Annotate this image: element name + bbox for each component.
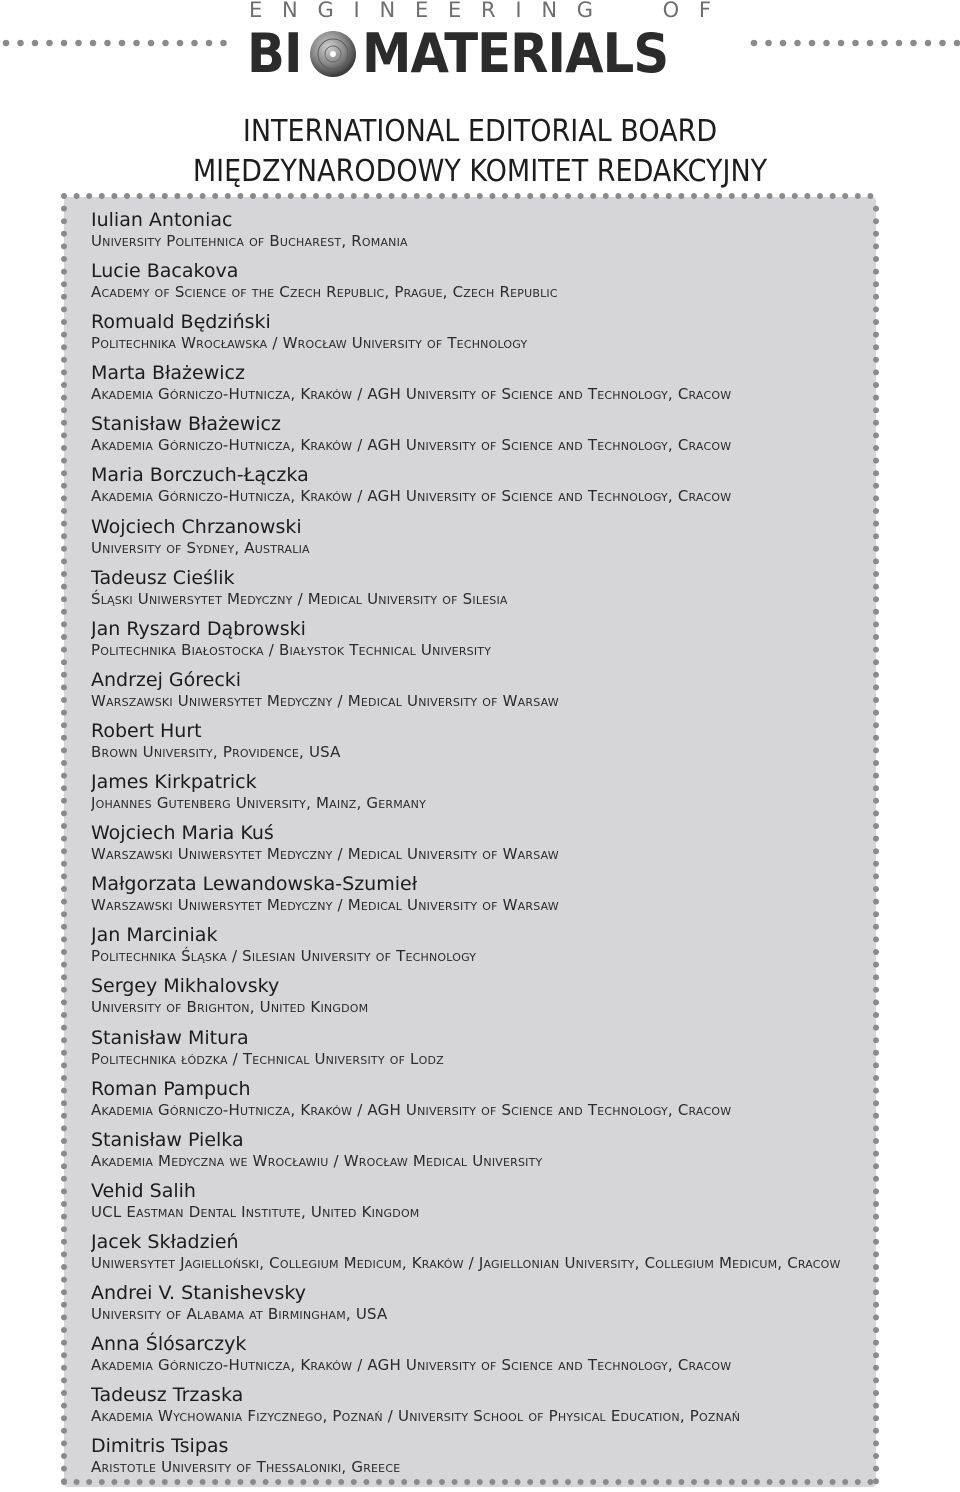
list-item: [91, 770, 871, 821]
list-item: [91, 208, 871, 259]
wordmark-letter: G: [576, 0, 594, 22]
title-polish: MIĘDZYNARODOWY KOMITET REDAKCYJNY: [192, 154, 768, 189]
decor-dot: [206, 40, 213, 47]
member-name: Robert Hurt: [91, 719, 202, 742]
member-affiliation: Aristotle University of Thessaloniki, Greece: [91, 1458, 401, 1477]
wordmark-letter: I: [353, 0, 360, 22]
member-affiliation: University of Alabama at Birmingham, USA: [91, 1304, 388, 1323]
list-item: [91, 617, 871, 668]
journal-banner: [0, 0, 960, 90]
decor-dot: [46, 40, 53, 47]
journal-logo: [247, 24, 695, 84]
disc-icon: [308, 29, 358, 79]
decor-dot: [90, 40, 97, 47]
member-affiliation: Politechnika Wrocławska / Wrocław University of Technology: [91, 334, 528, 353]
member-affiliation: Akademia Medyczna we Wrocławiu / Wrocław Medical University: [91, 1151, 543, 1170]
decor-dot: [177, 40, 184, 47]
wordmark-letter: F: [698, 0, 711, 22]
list-item: [91, 463, 871, 514]
member-affiliation: Akademia Górniczo-Hutnicza, Kraków / AGH University of Science and Technology, Cracow: [91, 1356, 732, 1375]
wordmark-letter: N: [379, 0, 396, 22]
member-name: Małgorzata Lewandowska-Szumieł: [91, 873, 418, 896]
member-name: Lucie Bacakova: [91, 260, 239, 283]
member-name: Andrzej Górecki: [91, 668, 242, 691]
decor-dot: [32, 40, 39, 47]
decor-dot: [925, 40, 932, 47]
wordmark-letter: I: [515, 0, 522, 22]
member-affiliation: Akademia Górniczo-Hutnicza, Kraków / AGH University of Science and Technology, Cracow: [91, 385, 732, 404]
list-item: [91, 1026, 871, 1077]
member-name: Marta Błażewicz: [91, 362, 245, 385]
decor-dot: [751, 40, 758, 47]
decor-dot: [148, 40, 155, 47]
wordmark-letter: G: [317, 0, 334, 22]
member-affiliation: Academy of Science of the Czech Republic, Prague, Czech Republic: [91, 283, 558, 302]
member-name: Stanisław Błażewicz: [91, 413, 281, 436]
title-english: INTERNATIONAL EDITORIAL BOARD: [242, 114, 718, 149]
page-titles: [0, 112, 960, 192]
decor-dot: [119, 40, 126, 47]
member-name: Romuald Będziński: [91, 311, 271, 334]
decor-dot: [17, 40, 24, 47]
member-name: Tadeusz Trzaska: [91, 1384, 244, 1407]
member-name: Jan Marciniak: [91, 924, 218, 947]
decor-dot: [939, 40, 946, 47]
list-item: [91, 310, 871, 361]
decor-dot: [867, 40, 874, 47]
member-name: James Kirkpatrick: [91, 771, 257, 794]
member-affiliation: UCL Eastman Dental Institute, United Kingdom: [91, 1202, 420, 1221]
list-item: [91, 1281, 871, 1332]
member-affiliation: University of Brighton, United Kingdom: [91, 998, 369, 1017]
list-item: [91, 923, 871, 974]
member-name: Wojciech Chrzanowski: [91, 515, 302, 538]
logo-materials-text: MATERIALS: [362, 22, 669, 85]
member-affiliation: University of Sydney, Australia: [91, 538, 310, 557]
list-item: [91, 1077, 871, 1128]
wordmark-letter: R: [481, 0, 496, 22]
member-name: Jacek Składzień: [91, 1230, 239, 1253]
decor-dot: [780, 40, 787, 47]
member-affiliation: Śląski Uniwersytet Medyczny / Medical University of Silesia: [91, 589, 508, 608]
wordmark-letter: E: [249, 0, 263, 22]
wordmark-letter: E: [414, 0, 429, 22]
logo-bi-text: BI: [247, 22, 302, 85]
member-affiliation: Warszawski Uniwersytet Medyczny / Medical University of Warsaw: [91, 691, 559, 710]
decor-dot: [823, 40, 830, 47]
member-name: Vehid Salih: [91, 1179, 196, 1202]
decor-dot: [133, 40, 140, 47]
decor-dot: [765, 40, 772, 47]
member-affiliation: Politechnika Śląska / Silesian University of Technology: [91, 947, 477, 966]
member-name: Tadeusz Cieślik: [91, 566, 235, 589]
list-item: [91, 1383, 871, 1434]
member-affiliation: Akademia Górniczo-Hutnicza, Kraków / AGH University of Science and Technology, Cracow: [91, 436, 732, 455]
member-name: Stanisław Mitura: [91, 1026, 249, 1049]
decor-dot: [3, 40, 10, 47]
member-name: Anna Ślósarczyk: [91, 1333, 247, 1356]
list-item: [91, 821, 871, 872]
member-affiliation: Politechnika Białostocka / Białystok Technical University: [91, 640, 492, 659]
decor-dot: [954, 40, 960, 47]
decor-dot: [220, 40, 227, 47]
list-item: [91, 974, 871, 1025]
member-affiliation: Johannes Gutenberg University, Mainz, Germany: [91, 794, 427, 813]
member-affiliation: Brown University, Providence, USA: [91, 742, 341, 761]
list-item: [91, 1230, 871, 1281]
wordmark-letter: N: [541, 0, 558, 22]
engineering-of-wordmark: [249, 0, 711, 23]
decor-dot: [896, 40, 903, 47]
list-item: [91, 259, 871, 310]
list-item: [91, 872, 871, 923]
decor-dot: [104, 40, 111, 47]
wordmark-letter: E: [447, 0, 462, 22]
member-name: Iulian Antoniac: [91, 209, 233, 231]
member-affiliation: Politechnika łódzka / Technical University of Lodz: [91, 1049, 444, 1068]
decor-dot: [794, 40, 801, 47]
decor-dot: [75, 40, 82, 47]
member-name: Maria Borczuch-Łączka: [91, 464, 309, 487]
list-item: [91, 1434, 871, 1485]
list-item: [91, 566, 871, 617]
decor-dot: [809, 40, 816, 47]
member-affiliation: Uniwersytet Jagielloński, Collegium Medicum, Kraków / Jagiellonian University, Collegium Medicum, Cracow: [91, 1253, 841, 1272]
member-affiliation: Warszawski Uniwersytet Medyczny / Medical University of Warsaw: [91, 845, 559, 864]
decor-dot: [191, 40, 198, 47]
member-name: Dimitris Tsipas: [91, 1435, 229, 1458]
list-item: [91, 515, 871, 566]
decorative-dots-left: [0, 38, 232, 48]
wordmark-letter: N: [282, 0, 298, 22]
member-name: Wojciech Maria Kuś: [91, 822, 274, 845]
member-affiliation: University Politehnica of Bucharest, Romania: [91, 232, 408, 250]
list-item: [91, 361, 871, 412]
member-name: Roman Pampuch: [91, 1077, 251, 1100]
member-name: Sergey Mikhalovsky: [91, 975, 280, 998]
member-affiliation: Warszawski Uniwersytet Medyczny / Medical University of Warsaw: [91, 896, 559, 915]
list-item: [91, 1332, 871, 1383]
decor-dot: [852, 40, 859, 47]
decor-dot: [838, 40, 845, 47]
list-item: [91, 1128, 871, 1179]
list-item: [91, 719, 871, 770]
member-list: [91, 208, 871, 1485]
list-item: [91, 668, 871, 719]
member-name: Andrei V. Stanishevsky: [91, 1281, 306, 1304]
wordmark-letter: O: [662, 0, 680, 22]
decor-dot: [910, 40, 917, 47]
list-item: [91, 412, 871, 463]
decorative-dots-right: [748, 38, 960, 48]
member-name: Jan Ryszard Dąbrowski: [91, 617, 306, 640]
wordmark-gap: [613, 0, 643, 23]
decor-dot: [61, 40, 68, 47]
member-affiliation: Akademia Górniczo-Hutnicza, Kraków / AGH University of Science and Technology, Cracow: [91, 1100, 732, 1119]
list-item: [91, 1179, 871, 1230]
decor-dot: [881, 40, 888, 47]
member-affiliation: Akademia Wychowania Fizycznego, Poznań / University School of Physical Education, Poznań: [91, 1407, 741, 1426]
member-affiliation: Akademia Górniczo-Hutnicza, Kraków / AGH University of Science and Technology, Cracow: [91, 487, 732, 506]
member-name: Stanisław Pielka: [91, 1128, 244, 1151]
decor-dot: [162, 40, 169, 47]
